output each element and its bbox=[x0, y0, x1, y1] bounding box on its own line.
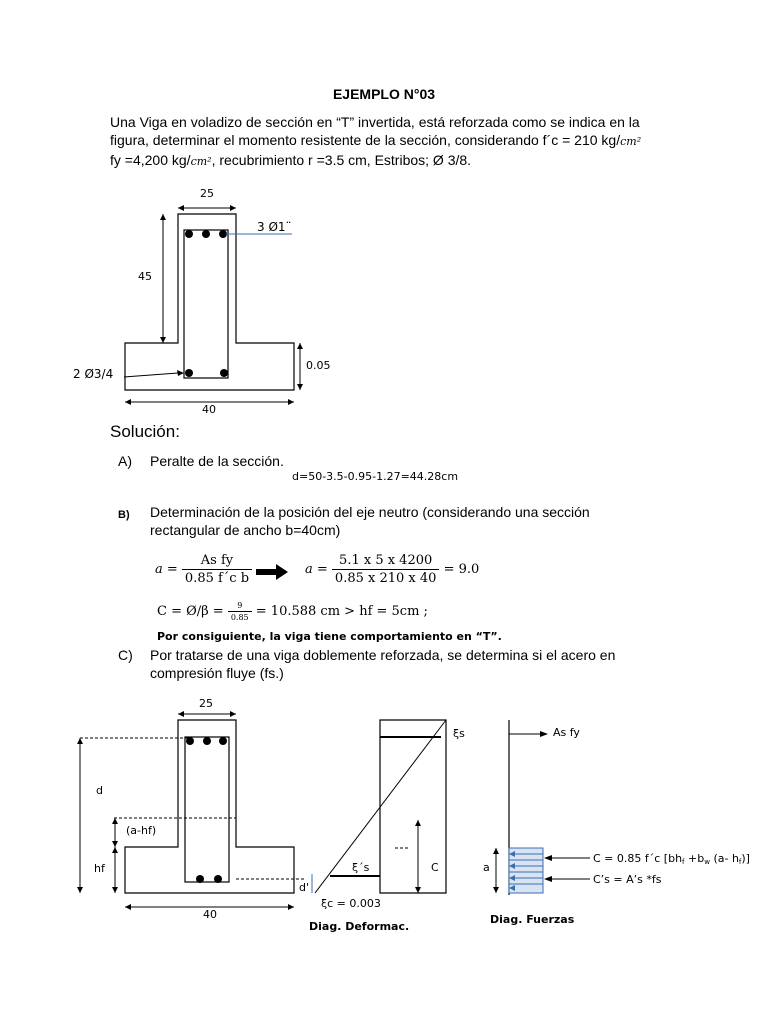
strain-c: C bbox=[431, 861, 439, 874]
fig1-top-bars: 3 Ø1¨ bbox=[257, 220, 292, 234]
strain-caption: Diag. Deformac. bbox=[309, 920, 410, 933]
section-strain-force-figure bbox=[60, 690, 760, 940]
inverted-t-outline bbox=[125, 214, 294, 390]
step-b: B) Determinación de la posición del eje neutro (considerando una sección rectangular de ancho b=40cm) bbox=[118, 504, 590, 538]
right-arrow-icon bbox=[256, 564, 288, 580]
t-behavior-conclusion: Por consiguiente, la viga tiene comportamiento en “T”. bbox=[157, 630, 502, 643]
force-compression: C = 0.85 f´c [bhf +bw (a- hf)] bbox=[593, 852, 750, 866]
section-figure-1 bbox=[60, 180, 340, 420]
peralte-result: d=50-3.5-0.95-1.27=44.28cm bbox=[292, 470, 459, 483]
force-as-fy: As fy bbox=[553, 726, 580, 739]
solution-heading: Solución: bbox=[110, 422, 180, 441]
fig2-d-prime: d' bbox=[299, 881, 310, 894]
fig1-bottom-width: 40 bbox=[202, 403, 216, 416]
neutral-axis-formula: a = $\frac{\text{As fy}}{\text{0.85 f´c b}}$ bbox=[155, 553, 252, 586]
intro-line-3: fy =4,200 kg/cm², recubrimiento r =3.5 cm, Estribos; Ø 3/8. bbox=[110, 152, 472, 168]
fig1-flange-thk: 0.05 bbox=[306, 359, 331, 372]
top-bars bbox=[185, 230, 227, 238]
fig2-d: d bbox=[96, 784, 103, 797]
force-cs: C’s = A’s *fs bbox=[593, 873, 662, 886]
intro-line-2: figura, determinar el momento resistente de la sección, considerando f´c = 210 kg/cm² bbox=[110, 132, 642, 148]
fig2-a-hf: (a-hf) bbox=[126, 824, 157, 837]
fig2-hf: hf bbox=[94, 862, 105, 875]
stirrup bbox=[184, 230, 228, 378]
strain-es-prime: ξ´s bbox=[352, 861, 370, 874]
force-caption: Diag. Fuerzas bbox=[490, 913, 575, 926]
fig2-bottom-width: 40 bbox=[203, 908, 217, 921]
c-calculation: C = Ø/β = $\frac{9}{0.85}$ = 10.588 cm > hf = 5cm ; bbox=[157, 601, 428, 622]
section-2 bbox=[77, 697, 312, 921]
strain-diagram bbox=[309, 720, 465, 933]
step-c: C) Por tratarse de una viga doblemente reforzada, se determina si el acero en compresión fluye (fs.) bbox=[118, 647, 616, 681]
page-title: EJEMPLO N°03 bbox=[332, 86, 436, 102]
force-a: a bbox=[483, 861, 490, 874]
strain-ec: ξc = 0.003 bbox=[321, 897, 381, 910]
step-a: A) Peralte de la sección. bbox=[118, 453, 284, 469]
neutral-axis-substitution: a = $\frac{5.1 x 5 x 4200}{0.85 x 210 x 40}$ = 9.0 bbox=[305, 553, 480, 586]
bottom-bars bbox=[185, 369, 228, 377]
fig1-top-width: 25 bbox=[200, 187, 214, 200]
fig1-bottom-bars: 2 Ø3/4 bbox=[73, 367, 114, 381]
strain-es: ξs bbox=[453, 727, 465, 740]
problem-statement bbox=[110, 113, 670, 171]
force-diagram bbox=[483, 720, 750, 926]
intro-line-1: Una Viga en voladizo de sección en “T” invertida, está reforzada como se indica en la bbox=[110, 114, 640, 130]
fig1-height: 45 bbox=[138, 270, 152, 283]
fig2-top-width: 25 bbox=[199, 697, 213, 710]
